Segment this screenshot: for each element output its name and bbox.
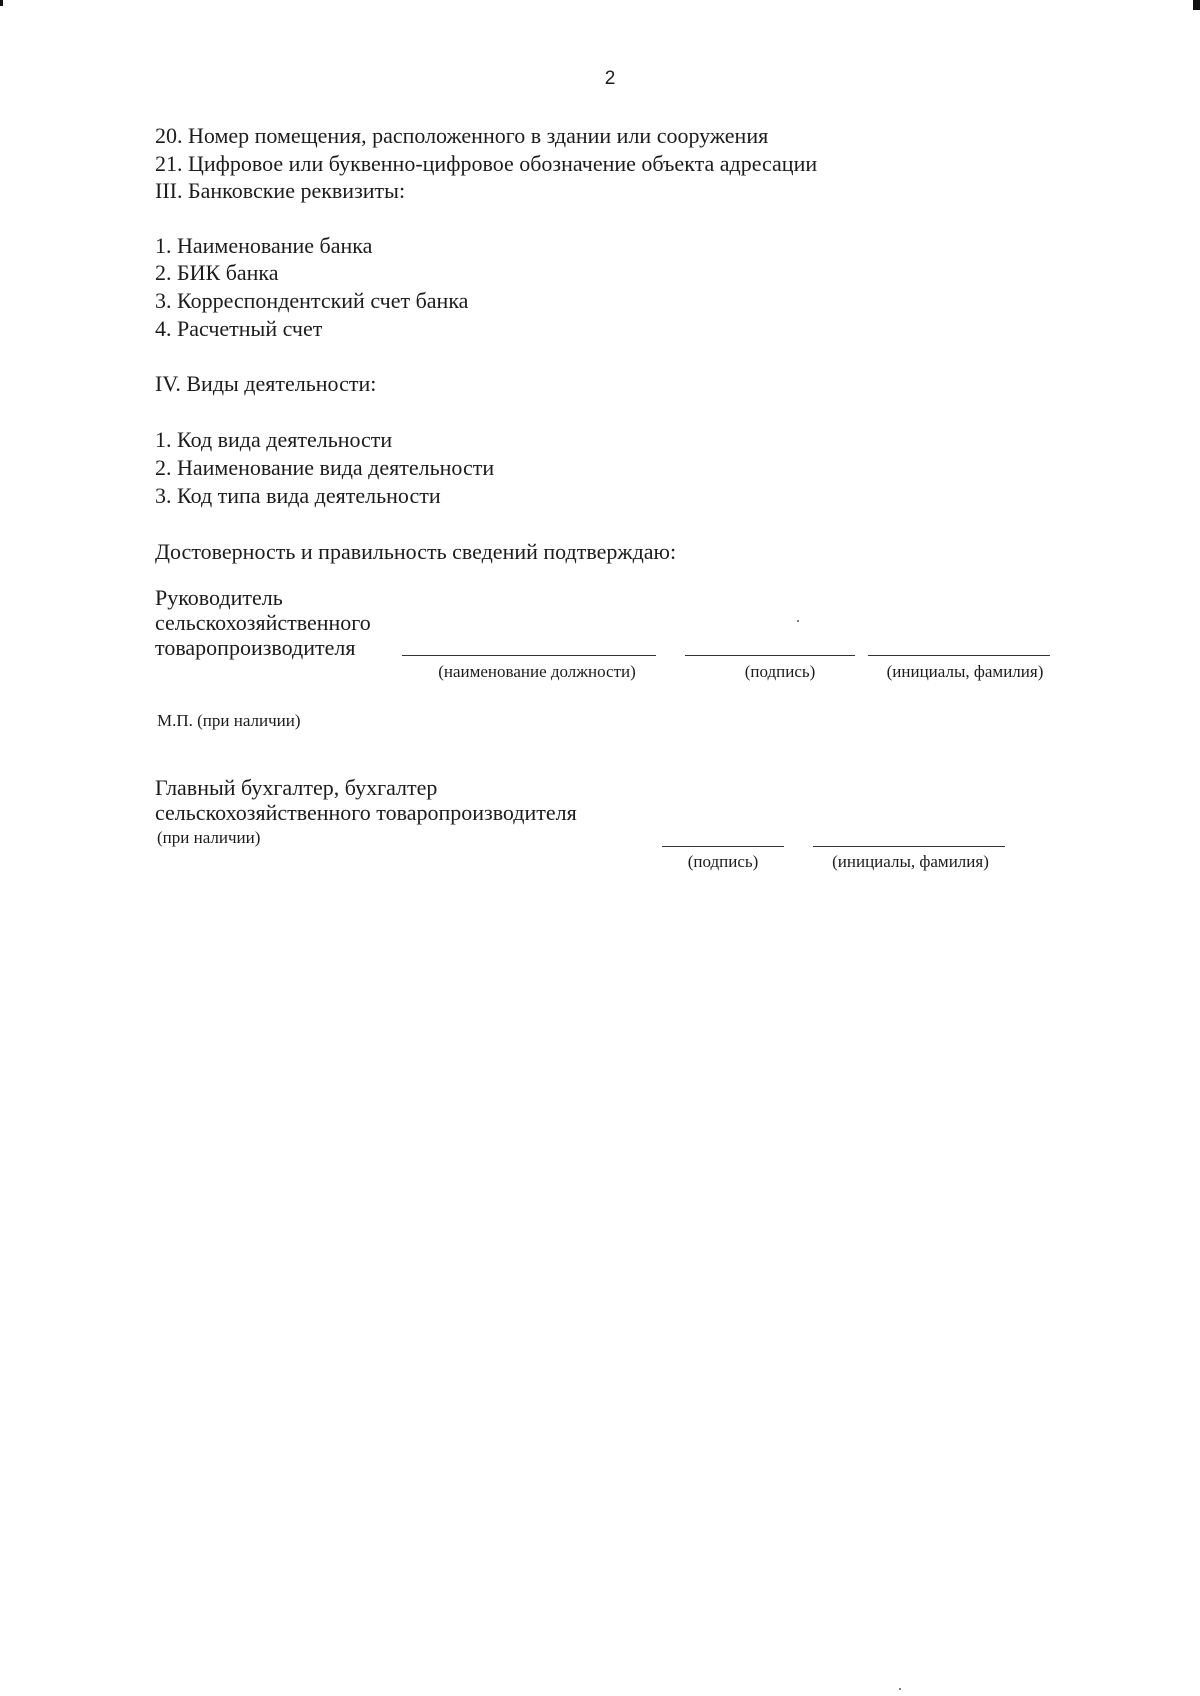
accountant-name-line — [813, 846, 1005, 847]
page-number: 2 — [604, 68, 616, 89]
stamp-note: М.П. (при наличии) — [157, 711, 301, 730]
head-signature-line — [685, 655, 855, 656]
head-caption-name: (инициалы, фамилия) — [886, 662, 1044, 681]
head-title-line-3: товаропроизводителя — [155, 635, 356, 660]
scan-corner-mark — [1193, 0, 1200, 10]
bank-item-name: 1. Наименование банка — [155, 233, 373, 258]
bank-heading: III. Банковские реквизиты: — [155, 178, 406, 203]
head-position-line — [402, 655, 656, 656]
address-item-20: 20. Номер помещения, расположенного в здании или сооружения — [155, 123, 769, 148]
accountant-title-line-2: сельскохозяйственного товаропроизводителя — [155, 800, 577, 825]
bank-item-settlement-account: 4. Расчетный счет — [155, 316, 323, 341]
head-name-line — [868, 655, 1050, 656]
accountant-title-line-1: Главный бухгалтер, бухгалтер — [155, 775, 438, 800]
accountant-caption-name: (инициалы, фамилия) — [832, 852, 989, 871]
bank-item-bik: 2. БИК банка — [155, 260, 279, 285]
head-title-line-2: сельскохозяйственного — [155, 610, 371, 635]
activities-heading: IV. Виды деятельности: — [155, 371, 377, 396]
accountant-signature-line — [662, 846, 784, 847]
head-title-line-1: Руководитель — [155, 585, 283, 610]
scan-speck — [899, 1688, 901, 1690]
accountant-note: (при наличии) — [157, 828, 261, 847]
activity-item-code: 1. Код вида деятельности — [155, 427, 393, 452]
confirmation-text: Достоверность и правильность сведений подтверждаю: — [155, 539, 677, 564]
accountant-caption-signature: (подпись) — [687, 852, 759, 871]
activity-item-type-code: 3. Код типа вида деятельности — [155, 483, 441, 508]
head-caption-position: (наименование должности) — [438, 662, 636, 681]
head-caption-signature: (подпись) — [744, 662, 816, 681]
activity-item-name: 2. Наименование вида деятельности — [155, 455, 495, 480]
scan-speck — [797, 620, 799, 622]
address-item-21: 21. Цифровое или буквенно-цифровое обозначение объекта адресации — [155, 151, 818, 176]
bank-item-correspondent-account: 3. Корреспондентский счет банка — [155, 288, 469, 313]
scan-corner-mark — [0, 0, 3, 6]
